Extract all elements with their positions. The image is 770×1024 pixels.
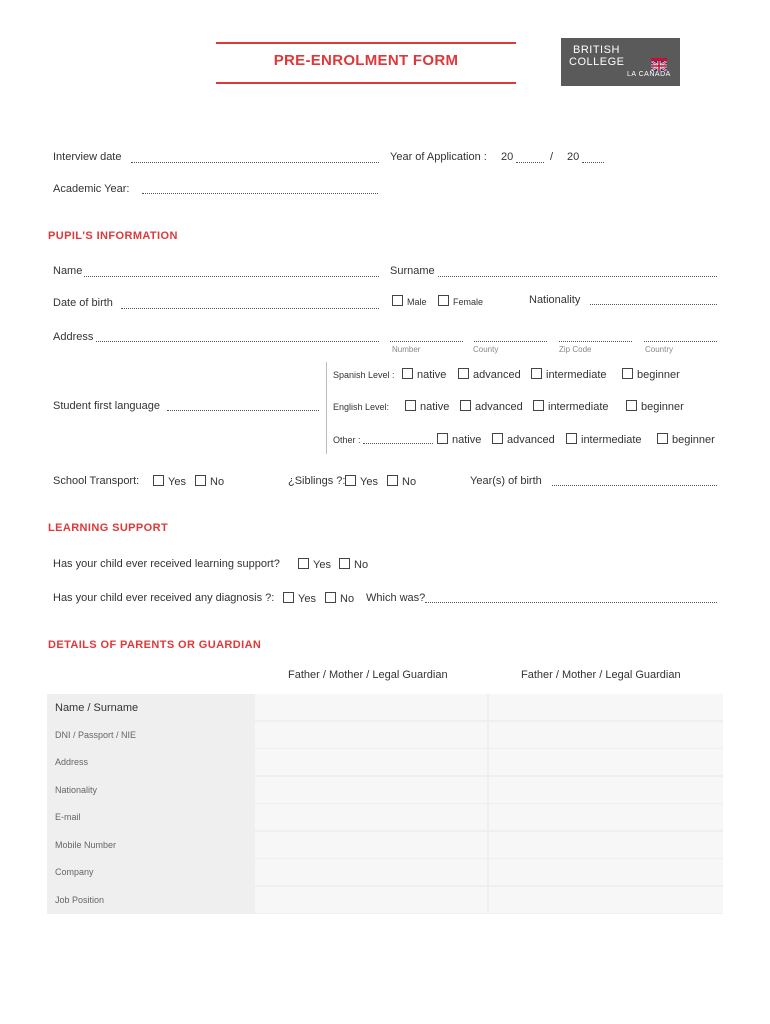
guardian1-cell[interactable] <box>255 887 487 913</box>
english-beginner-label: beginner <box>641 401 684 413</box>
other-beginner-checkbox[interactable] <box>657 433 668 444</box>
support-yes-option[interactable] <box>298 558 331 571</box>
title-bottom-rule <box>216 82 516 84</box>
english-advanced-label: advanced <box>475 401 523 413</box>
transport-yes-checkbox[interactable] <box>153 475 164 486</box>
row-label: Job Position <box>55 894 105 905</box>
pupils-information-heading: PUPIL'S INFORMATION <box>48 230 178 242</box>
address-field[interactable] <box>96 341 379 342</box>
logo-line1: BRITISH <box>573 44 620 56</box>
row-label: Mobile Number <box>55 839 117 850</box>
female-checkbox[interactable] <box>438 295 449 306</box>
surname-label: Surname <box>390 265 435 277</box>
other-advanced-checkbox[interactable] <box>492 433 503 444</box>
female-label: Female <box>453 297 484 307</box>
siblings-no-option[interactable] <box>387 475 416 488</box>
year-prefix-1: 20 <box>501 151 514 163</box>
other-language-label: Other : <box>333 435 361 445</box>
guardian2-cell[interactable] <box>489 887 723 913</box>
other-native-checkbox[interactable] <box>437 433 448 444</box>
table-row <box>47 804 723 832</box>
interview-date-field[interactable] <box>131 162 379 163</box>
address-country-caption: Country <box>645 345 674 354</box>
school-transport-label: School Transport: <box>53 475 140 487</box>
english-advanced-option[interactable] <box>460 400 523 413</box>
row-label: Address <box>55 757 89 767</box>
form-title: PRE-ENROLMENT FORM <box>273 52 459 69</box>
spanish-native-checkbox[interactable] <box>402 368 413 379</box>
guardian-column-1-header: Father / Mother / Legal Guardian <box>288 669 448 681</box>
surname-field[interactable] <box>438 276 717 277</box>
address-number-field[interactable] <box>390 341 463 342</box>
support-no-option[interactable] <box>339 558 368 571</box>
first-language-field[interactable] <box>167 410 319 411</box>
year-from-field[interactable] <box>516 162 544 163</box>
first-language-label: Student first language <box>53 400 161 412</box>
siblings-no-label: No <box>402 476 417 488</box>
row-label: Company <box>55 867 94 877</box>
spanish-native-option[interactable] <box>402 368 446 381</box>
name-label: Name <box>53 265 83 277</box>
table-row <box>47 749 723 777</box>
parents-table <box>47 694 723 914</box>
english-intermediate-checkbox[interactable] <box>533 400 544 411</box>
interview-date-label: Interview date <box>53 151 122 163</box>
english-native-checkbox[interactable] <box>405 400 416 411</box>
english-native-option[interactable] <box>405 400 449 413</box>
address-county-field[interactable] <box>474 341 547 342</box>
spanish-beginner-label: beginner <box>637 369 680 381</box>
year-prefix-2: 20 <box>567 151 580 163</box>
table-row <box>47 777 723 805</box>
years-of-birth-label: Year(s) of birth <box>470 475 542 487</box>
other-native-label: native <box>452 434 482 446</box>
guardian2-cell[interactable] <box>489 777 723 803</box>
guardian1-cell[interactable] <box>255 832 487 858</box>
row-label: DNI / Passport / NIE <box>55 729 137 740</box>
guardian2-cell[interactable] <box>489 804 723 830</box>
diagnosis-no-checkbox[interactable] <box>325 592 336 603</box>
other-advanced-label: advanced <box>507 434 555 446</box>
female-option[interactable] <box>438 295 483 307</box>
row-label: Name / Surname <box>55 702 139 714</box>
learning-support-heading: LEARNING SUPPORT <box>48 522 169 534</box>
address-county-caption: County <box>473 345 499 354</box>
diagnosis-yes-checkbox[interactable] <box>283 592 294 603</box>
diagnosis-yes-option[interactable] <box>283 592 316 605</box>
spanish-advanced-label: advanced <box>473 369 521 381</box>
diagnosis-no-label: No <box>340 593 355 605</box>
other-intermediate-option[interactable] <box>566 433 642 446</box>
academic-year-field[interactable] <box>142 193 378 194</box>
english-beginner-option[interactable] <box>626 400 684 413</box>
guardian1-cell[interactable] <box>255 859 487 885</box>
other-beginner-label: beginner <box>672 434 715 446</box>
guardian1-cell[interactable] <box>255 694 487 720</box>
other-intermediate-checkbox[interactable] <box>566 433 577 444</box>
school-logo <box>561 38 680 86</box>
spanish-intermediate-label: intermediate <box>546 369 607 381</box>
support-yes-label: Yes <box>313 559 331 571</box>
spanish-beginner-option[interactable] <box>622 368 680 381</box>
year-of-application-label: Year of Application : <box>390 151 487 163</box>
learning-support-question: Has your child ever received learning support? <box>53 558 280 570</box>
guardian2-cell[interactable] <box>489 722 723 748</box>
transport-yes-option[interactable] <box>153 475 186 488</box>
guardian1-cell[interactable] <box>255 749 487 775</box>
support-no-checkbox[interactable] <box>339 558 350 569</box>
nationality-label: Nationality <box>529 294 581 306</box>
diagnosis-no-option[interactable] <box>325 592 354 605</box>
uk-flag-icon <box>651 58 667 68</box>
other-beginner-option[interactable] <box>657 433 715 446</box>
guardian2-cell[interactable] <box>489 749 723 775</box>
guardian1-cell[interactable] <box>255 722 487 748</box>
male-option[interactable] <box>392 295 427 307</box>
which-was-field[interactable] <box>425 602 717 603</box>
date-of-birth-label: Date of birth <box>53 297 113 309</box>
diagnosis-question: Has your child ever received any diagnosis ?: <box>53 592 275 604</box>
spanish-advanced-checkbox[interactable] <box>458 368 469 379</box>
siblings-no-checkbox[interactable] <box>387 475 398 486</box>
logo-line3: LA CAÑADA <box>627 71 671 78</box>
logo-line2: COLLEGE <box>569 56 625 68</box>
table-row <box>47 887 723 915</box>
spanish-level-label: Spanish Level : <box>333 370 395 380</box>
guardian1-cell[interactable] <box>255 777 487 803</box>
other-advanced-option[interactable] <box>492 433 555 446</box>
other-language-field[interactable] <box>363 443 433 444</box>
academic-year-label: Academic Year: <box>53 183 130 195</box>
spanish-native-label: native <box>417 369 447 381</box>
male-checkbox[interactable] <box>392 295 403 306</box>
nationality-field[interactable] <box>590 304 717 305</box>
spanish-intermediate-checkbox[interactable] <box>531 368 542 379</box>
english-level-label: English Level: <box>333 402 390 412</box>
parents-heading: DETAILS OF PARENTS OR GUARDIAN <box>48 639 262 651</box>
table-row <box>47 722 723 750</box>
guardian2-cell[interactable] <box>489 859 723 885</box>
table-row <box>47 832 723 860</box>
address-zip-field[interactable] <box>559 341 632 342</box>
table-row <box>47 694 723 722</box>
address-label: Address <box>53 331 94 343</box>
english-native-label: native <box>420 401 450 413</box>
siblings-label: ¿Siblings ?: <box>288 475 346 487</box>
table-row <box>47 859 723 887</box>
spanish-intermediate-option[interactable] <box>531 368 607 381</box>
english-intermediate-option[interactable] <box>533 400 609 413</box>
guardian-column-2-header: Father / Mother / Legal Guardian <box>521 669 681 681</box>
english-beginner-checkbox[interactable] <box>626 400 637 411</box>
years-of-birth-field[interactable] <box>552 485 717 486</box>
siblings-yes-label: Yes <box>360 476 378 488</box>
name-field[interactable] <box>84 276 379 277</box>
language-divider <box>326 362 327 454</box>
support-yes-checkbox[interactable] <box>298 558 309 569</box>
english-intermediate-label: intermediate <box>548 401 609 413</box>
transport-no-label: No <box>210 476 225 488</box>
transport-yes-label: Yes <box>168 476 186 488</box>
spanish-advanced-option[interactable] <box>458 368 521 381</box>
row-label: E-mail <box>55 812 81 822</box>
siblings-yes-checkbox[interactable] <box>345 475 356 486</box>
guardian2-cell[interactable] <box>489 832 723 858</box>
date-of-birth-field[interactable] <box>121 308 379 309</box>
guardian1-cell[interactable] <box>255 804 487 830</box>
address-zip-caption: Zip Code <box>559 345 592 354</box>
other-intermediate-label: intermediate <box>581 434 642 446</box>
which-was-label: Which was? <box>366 592 426 604</box>
spanish-beginner-checkbox[interactable] <box>622 368 633 379</box>
english-advanced-checkbox[interactable] <box>460 400 471 411</box>
row-label: Nationality <box>55 784 98 795</box>
address-number-caption: Number <box>392 345 421 354</box>
address-country-field[interactable] <box>644 341 717 342</box>
transport-no-option[interactable] <box>195 475 224 488</box>
guardian2-cell[interactable] <box>489 694 723 720</box>
title-top-rule <box>216 42 516 44</box>
support-no-label: No <box>354 559 369 571</box>
siblings-yes-option[interactable] <box>345 475 378 488</box>
transport-no-checkbox[interactable] <box>195 475 206 486</box>
male-label: Male <box>407 297 427 307</box>
year-separator: / <box>550 151 554 163</box>
other-native-option[interactable] <box>437 433 481 446</box>
year-to-field[interactable] <box>582 162 604 163</box>
diagnosis-yes-label: Yes <box>298 593 316 605</box>
